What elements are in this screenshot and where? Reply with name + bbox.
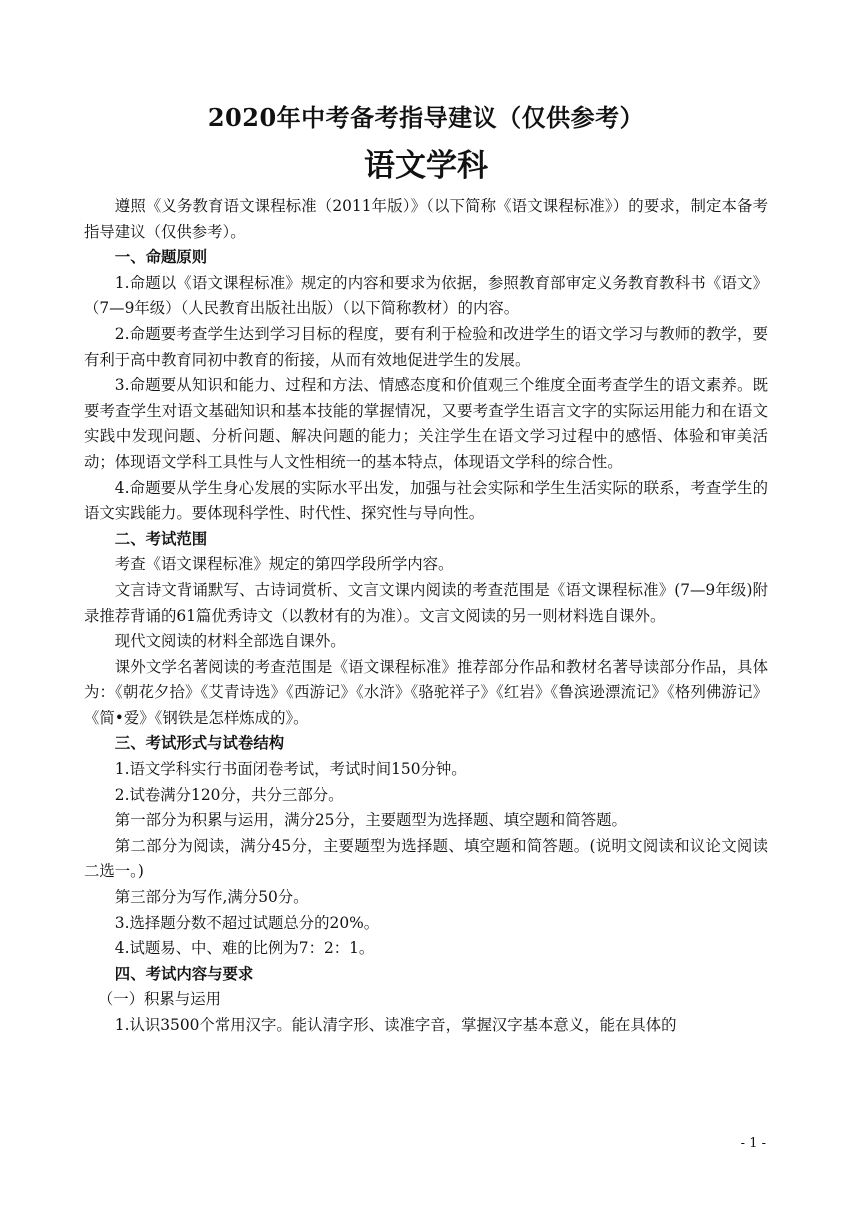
paragraph: 2.命题要考查学生达到学习目标的程度，要有利于检验和改进学生的语文学习与教师的教学，要有利于高中教育同初中教育的衔接，从而有效地促进学生的发展。 [84,324,768,369]
paragraph: 4.命题要从学生身心发展的实际水平出发，加强与社会实际和学生生活实际的联系，考查学生的语文实践能力。要体现科学性、时代性、探究性与导向性。 [84,478,768,523]
document-title: 2020年中考备考指导建议（仅供参考） [207,103,645,132]
paragraph: 3.选择题分数不超过试题总分的20%。 [114,913,380,932]
subsection-heading: （一）积累与运用 [97,990,221,1009]
paragraph: 4.试题易、中、难的比例为7：2：1。 [114,939,375,958]
section-heading-4: 四、考试内容与要求 [114,964,254,983]
paragraph: 文言诗文背诵默写、古诗词赏析、文言文课内阅读的考查范围是《语文课程标准》(7—9年级)附录推荐背诵的61篇优秀诗文（以教材有的为准）。文言文阅读的另一则材料选自课外。 [84,580,768,625]
section-heading-2: 二、考试范围 [114,529,208,548]
page-number: - 1 - [740,1136,766,1151]
paragraph: 第二部分为阅读，满分45分，主要题型为选择题、填空题和简答题。(说明文阅读和议论文阅读二选一。) [84,836,768,881]
paragraph: 考查《语文课程标准》规定的第四学段所学内容。 [114,555,454,574]
document-page [84,100,768,1039]
section-heading-1: 一、命题原则 [114,248,208,267]
paragraph: 课外文学名著阅读的考查范围是《语文课程标准》推荐部分作品和教材名著导读部分作品，具体为：《朝花夕拾》《艾青诗选》《西游记》《水浒》《骆驼祥子》《红岩》《鲁滨逊漂流记》《格列佛游记》《简•爱》《钢铁是怎样炼成的》。 [84,657,768,727]
paragraph: 第一部分为积累与运用，满分25分，主要题型为选择题、填空题和简答题。 [114,811,627,830]
paragraph: 现代文阅读的材料全部选自课外。 [114,632,346,651]
paragraph: 3.命题要从知识和能力、过程和方法、情感态度和价值观三个维度全面考查学生的语文素养。既要考查学生对语文基础知识和基本技能的掌握情况，又要考查学生语言文字的实际运用能力和在语文实践中发现问题、分析问题、解决问题的能力；关注学生在语文学习过程中的感悟、体验和审美活动；体现语文学科工具性与人文性相统一的基本特点，体现语文学科的综合性。 [84,376,768,471]
paragraph: 1.语文学科实行书面闭卷考试，考试时间150分钟。 [114,760,467,779]
section-heading-3: 三、考试形式与试卷结构 [114,734,285,753]
subject-title: 语文学科 [364,148,488,184]
paragraph: 1.命题以《语文课程标准》规定的内容和要求为依据，参照教育部审定义务教育教科书《语文》（7—9年级）（人民教育出版社出版）（以下简称教材）的内容。 [84,273,768,318]
paragraph: 第三部分为写作,满分50分。 [114,888,309,907]
paragraph: 1.认识3500个常用汉字。能认清字形、读准字音，掌握汉字基本意义，能在具体的 [114,1016,677,1034]
intro-paragraph: 遵照《义务教育语文课程标准（2011年版）》（以下简称《语文课程标准》）的要求，制定本备考指导建议（仅供参考）。 [84,197,768,241]
paragraph: 2.试卷满分120分，共分三部分。 [114,785,344,804]
